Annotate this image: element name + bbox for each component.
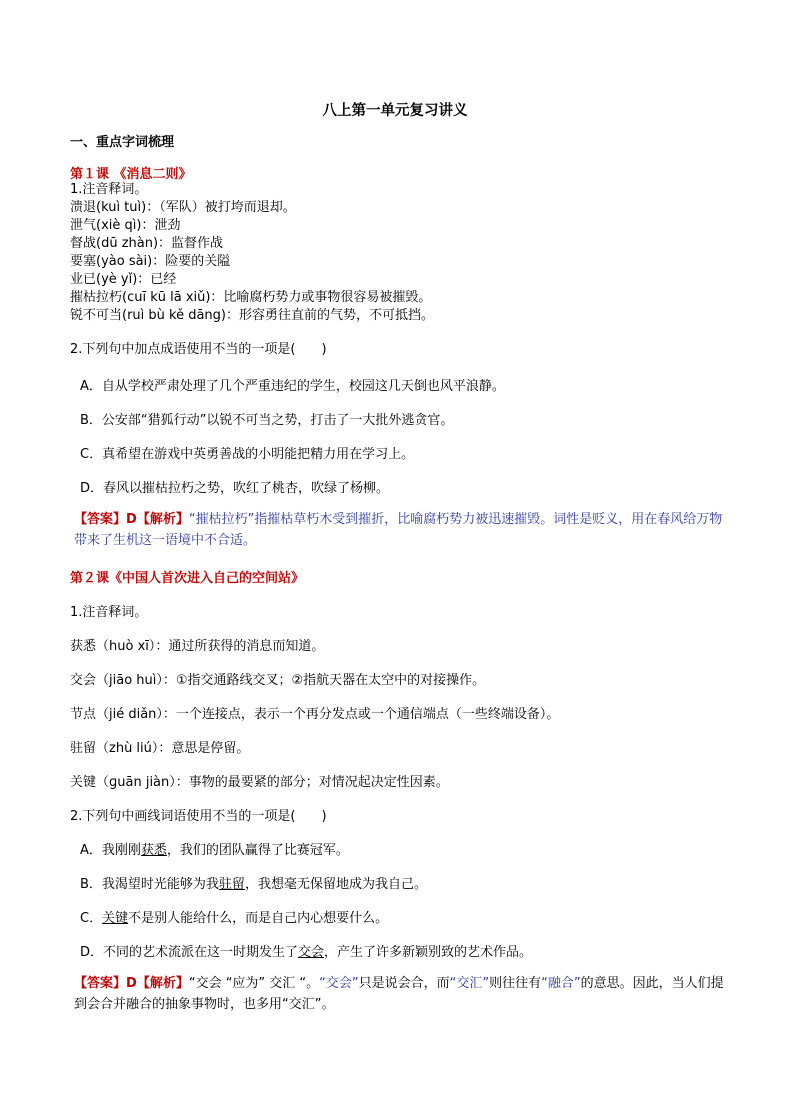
underlined-word: 获悉 <box>140 843 167 858</box>
vocab-item: 泄气(xiè qì)：泄劲 <box>70 218 181 233</box>
option-text: D．不同的艺术流派在这一时期发生了 <box>80 945 299 960</box>
lesson-2-heading: 第２课《中国人首次进入自己的空间站》 <box>70 571 305 586</box>
lesson-1-task-1: 1.注音释词。 <box>70 182 148 197</box>
answer-tag: 【答案】 <box>74 512 127 527</box>
option-text: ，产生了许多新颖别致的艺术作品。 <box>324 945 533 960</box>
vocab-item: 锐不可当(ruì bù kě dāng)：形容勇往直前的气势，不可抵挡。 <box>70 308 435 323</box>
vocab-item: 要塞(yào sài)：险要的关隘 <box>70 254 231 269</box>
vocab-item: 节点（jié diǎn）：一个连接点，表示一个再分发点或一个通信端点（一些终端设备）。 <box>70 707 560 722</box>
lesson-1-answer <box>74 509 724 551</box>
option-d <box>80 941 532 960</box>
analysis-text: “摧枯拉朽”指摧枯草朽木受到摧折，比喻腐朽势力被迅速摧毁。词性是贬义，用在春风给万物带来了生机这一语境中不合适。 <box>74 512 723 548</box>
option-text: 不是别人能给什么，而是自己内心想要什么。 <box>128 911 389 926</box>
analysis-text: “交会 “应为” 交汇 “。 <box>188 976 320 991</box>
underlined-word: 驻留 <box>218 877 245 892</box>
analysis-quote: “交会” <box>319 976 359 991</box>
option-a: A．自从学校严肃处理了几个严重违纪的学生，校园这几天倒也风平浪静。 <box>80 379 505 394</box>
lesson-1-task-2: 2.下列句中加点成语使用不当的一项是( ) <box>70 342 327 357</box>
vocab-item: 业已(yè yǐ)：已经 <box>70 272 177 287</box>
vocab-item: 督战(dū zhàn)：监督作战 <box>70 236 224 251</box>
option-text: C． <box>80 911 103 926</box>
option-text: ，我想毫无保留地成为我自己。 <box>244 877 427 892</box>
vocab-item: 溃退(kuì tuì)：（军队）被打垮而退却。 <box>70 200 296 215</box>
analysis-tag: 【解析】 <box>136 512 189 527</box>
vocab-item: 摧枯拉朽(cuī kū lā xiǔ)：比喻腐朽势力或事物很容易被摧毁。 <box>70 290 432 305</box>
underlined-word: 交会 <box>298 945 325 960</box>
vocab-item: 获悉（huò xī）：通过所获得的消息而知道。 <box>70 639 325 654</box>
analysis-quote: “交汇” <box>449 976 490 991</box>
analysis-tag: 【解析】 <box>136 976 189 991</box>
analysis-text: 的意思。因此，当人们提到会合并融合的抽象事物时，也多用“交汇”。 <box>74 976 724 1012</box>
analysis-text: 只是说会合，而 <box>358 976 450 991</box>
option-b: B．公安部“猎狐行动”以锐不可当之势，打击了一大批外逃贪官。 <box>80 413 454 428</box>
analysis-text: 则往往有 <box>489 976 542 991</box>
analysis-quote: “融合” <box>541 976 581 991</box>
lesson-2-task-2: 2.下列句中画线词语使用不当的一项是( ) <box>70 809 327 824</box>
option-c <box>80 907 388 926</box>
option-a <box>80 839 349 858</box>
vocab-item: 驻留（zhù liú）：意思是停留。 <box>70 741 250 756</box>
underlined-word: 关键 <box>102 911 129 926</box>
section-heading: 一、重点字词梳理 <box>70 135 175 150</box>
option-text: ，我们的团队赢得了比赛冠军。 <box>166 843 349 858</box>
option-text: A．我刚刚 <box>80 843 141 858</box>
lesson-2-answer <box>74 973 724 1015</box>
answer-tag: 【答案】 <box>74 976 127 991</box>
lesson-1-heading: 第１课 《消息二则》 <box>70 167 192 182</box>
page-title: 八上第一单元复习讲义 <box>322 103 468 119</box>
option-c: C．真希望在游戏中英勇善战的小明能把精力用在学习上。 <box>80 447 415 462</box>
vocab-item: 关键（ɡuān jiàn）：事物的最要紧的部分；对情况起决定性因素。 <box>70 775 449 790</box>
option-b <box>80 873 427 892</box>
answer-letter: D <box>126 512 137 527</box>
option-text: B．我渴望时光能够为我 <box>80 877 219 892</box>
lesson-2-task-1: 1.注音释词。 <box>70 605 148 620</box>
vocab-item: 交会（jiāo huì）：①指交通路线交叉；②指航天器在太空中的对接操作。 <box>70 673 486 688</box>
answer-letter: D <box>126 976 137 991</box>
option-d: D．春风以摧枯拉朽之势，吹红了桃杏，吹绿了杨柳。 <box>80 481 390 496</box>
